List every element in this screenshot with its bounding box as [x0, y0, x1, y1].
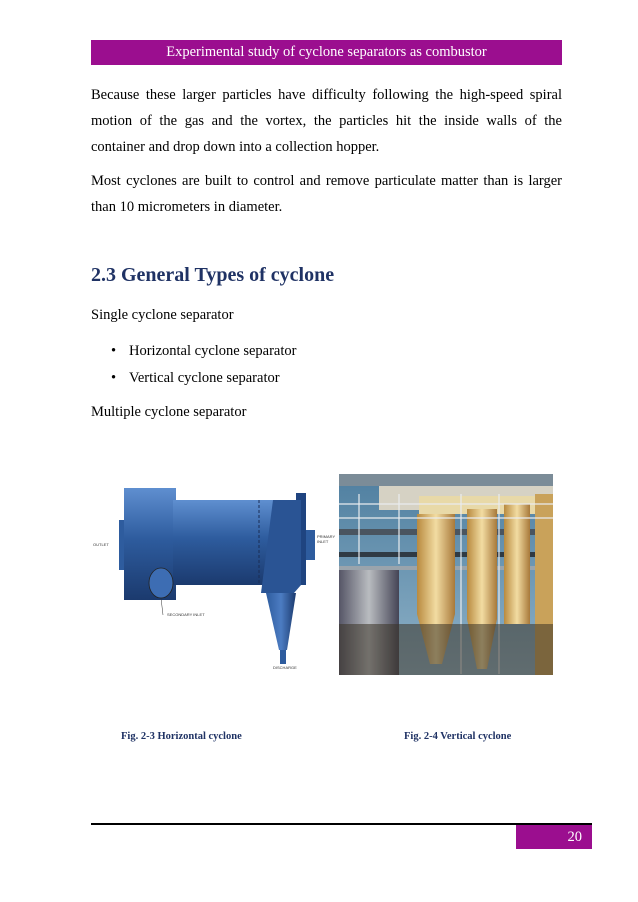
outlet-label: OUTLET	[93, 542, 109, 547]
secondary-inlet	[149, 568, 173, 598]
bullet-text: Horizontal cyclone separator	[129, 343, 297, 359]
bullet-dot-icon: •	[111, 343, 117, 359]
single-cyclone-label: Single cyclone separator	[91, 307, 234, 323]
section-number: 2.3	[91, 264, 116, 286]
running-header: Experimental study of cyclone separators as combustor	[91, 40, 562, 65]
page-number: 20	[516, 825, 592, 849]
body-paragraph-2: Most cyclones are built to control and remove particulate matter than is larger than 10 micrometers in diameter.	[91, 173, 562, 215]
vertical-cyclone-photo	[339, 474, 553, 675]
figure-caption-left: Fig. 2-3 Horizontal cyclone	[121, 731, 242, 742]
bullet-text: Vertical cyclone separator	[129, 370, 280, 386]
section-heading	[91, 264, 334, 287]
cyclone-body	[417, 514, 455, 614]
secondary-inlet-label: SECONDARY INLET	[167, 612, 205, 617]
cyclone-body	[467, 509, 497, 619]
horizontal-cyclone-figure	[91, 475, 336, 690]
cone	[266, 593, 296, 650]
bullet-dot-icon: •	[111, 370, 117, 386]
figure-caption-right: Fig. 2-4 Vertical cyclone	[404, 731, 512, 742]
primary-inlet-stub	[306, 530, 315, 560]
bullet-item	[111, 370, 280, 387]
primary-inlet-label: PRIMARY	[317, 534, 336, 539]
body-paragraph-1: Because these larger particles have difficulty following the high-speed spiral motion of the gas and the vortex, the particles hit the inside walls of the container and drop down into a collection hopper.	[91, 87, 562, 155]
section-title: General Types of cyclone	[121, 264, 335, 286]
bullet-item	[111, 343, 296, 360]
primary-inlet-label: INLET	[317, 539, 329, 544]
multiple-cyclone-label: Multiple cyclone separator	[91, 404, 247, 420]
discharge-label: DISCHARGE	[273, 665, 297, 670]
